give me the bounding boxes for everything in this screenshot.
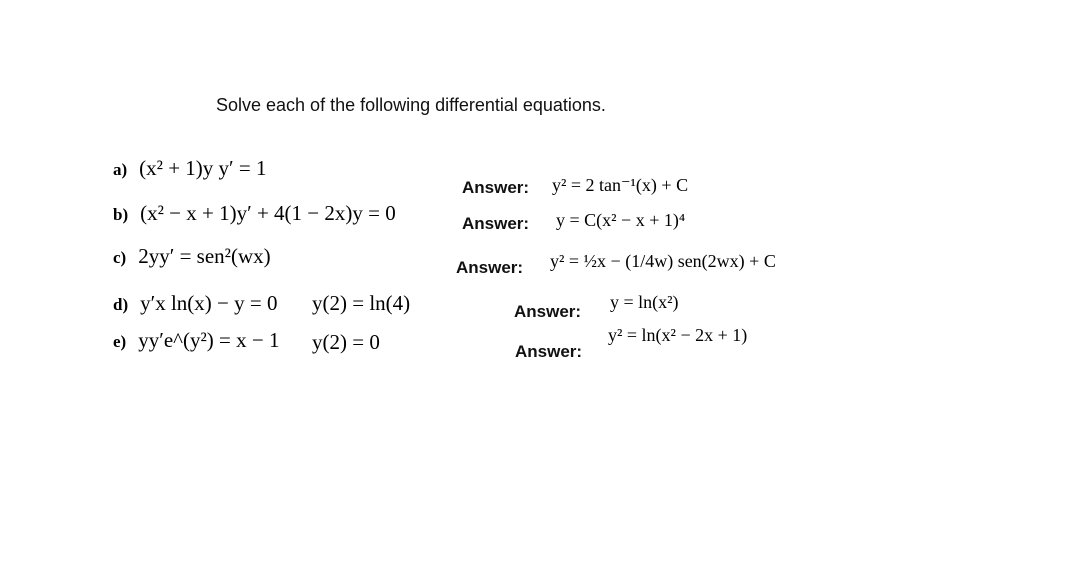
- answer-label-e: Answer:: [515, 342, 583, 361]
- problem-equation: yy′e^(y²) = x − 1: [138, 328, 280, 352]
- problem-letter: d): [113, 295, 129, 314]
- answer-label-c: Answer:: [456, 258, 524, 277]
- problem-equation: (x² + 1)y y′ = 1: [139, 156, 267, 180]
- answer-label-d: Answer:: [514, 302, 582, 321]
- problem-e: [113, 328, 279, 353]
- answer-b: y = C(x² − x + 1)⁴: [556, 210, 686, 230]
- problem-letter: a): [113, 160, 128, 179]
- answer-a: y² = 2 tan⁻¹(x) + C: [552, 175, 689, 195]
- problem-equation: (x² − x + 1)y′ + 4(1 − 2x)y = 0: [140, 201, 396, 225]
- initial-condition-d: y(2) = ln(4): [312, 291, 411, 315]
- problem-a: [113, 156, 266, 181]
- answer-e: y² = ln(x² − 2x + 1): [608, 325, 748, 345]
- instructions-heading: Solve each of the following differential equations.: [216, 95, 606, 115]
- problem-equation: y′x ln(x) − y = 0: [140, 291, 278, 315]
- problem-c: [113, 244, 271, 269]
- problem-equation: 2yy′ = sen²(wx): [138, 244, 271, 268]
- answer-d: y = ln(x²): [610, 292, 679, 312]
- answer-label-a: Answer:: [462, 178, 530, 197]
- problem-d: [113, 291, 277, 316]
- initial-condition-e: y(2) = 0: [312, 330, 380, 354]
- problem-letter: b): [113, 205, 129, 224]
- answer-label-b: Answer:: [462, 214, 530, 233]
- problem-letter: e): [113, 332, 127, 351]
- problem-b: [113, 201, 396, 226]
- answer-c: y² = ½x − (1/4w) sen(2wx) + C: [550, 251, 776, 271]
- problem-letter: c): [113, 248, 127, 267]
